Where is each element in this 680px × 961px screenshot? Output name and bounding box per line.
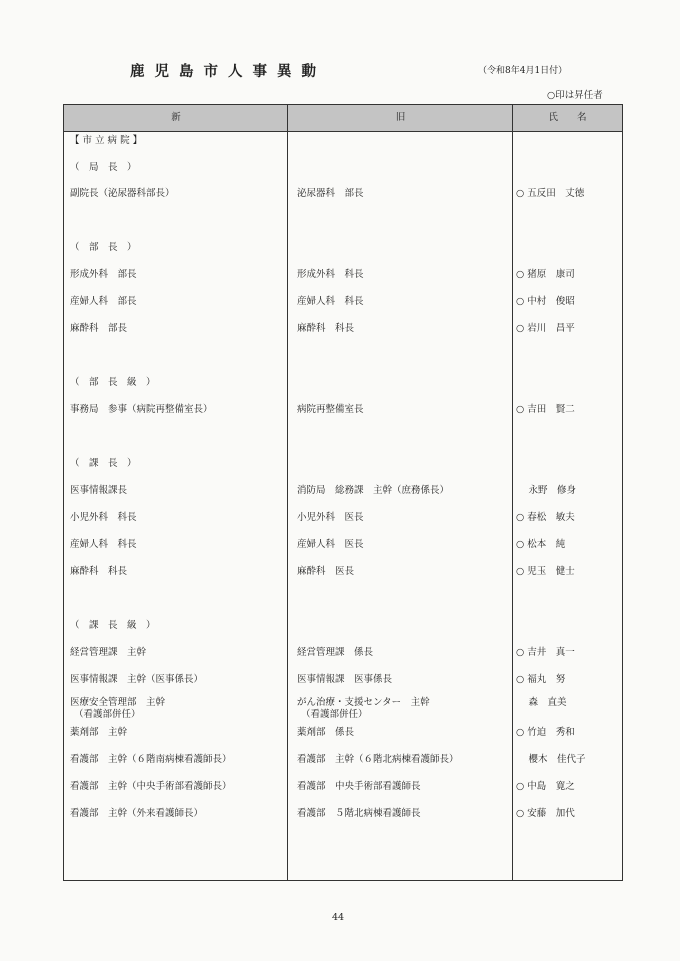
new-position-cell-text: （ 課 長 ） [70,458,137,469]
new-position-cell-text: 麻酔科 部長 [70,323,128,334]
new-position-cell-text: 産婦人科 部長 [70,296,137,307]
old-position-cell [297,727,354,739]
new-position-cell [70,485,127,497]
old-position-cell-text: 泌尿器科 部長 [297,188,364,199]
name-cell [516,808,575,820]
name-cell-text: ○ 中島 寛之 [516,781,575,792]
table-row [64,458,622,476]
new-position-cell-text: 小児外科 科長 [70,512,137,523]
new-position-cell [70,188,175,200]
name-cell-text: ○ 吉井 真一 [516,647,575,658]
name-cell-text: ○ 春松 敏夫 [516,512,575,523]
name-cell-text: ○ 吉田 賢二 [516,404,575,415]
name-cell-text: ○ 岩川 昌平 [516,323,575,334]
name-cell [516,269,575,281]
new-position-cell-text: 【 市 立 病 院 】 [70,135,143,146]
name-cell [516,323,575,335]
old-position-cell-text: 薬剤部 係長 [297,727,355,738]
name-cell [516,727,575,739]
table-row [64,242,622,260]
old-position-cell-text: 看護部 中央手術部看護師長 [297,781,421,792]
new-position-cell [70,512,137,524]
new-position-cell-text: 形成外科 部長 [70,269,137,280]
new-position-cell-text: 医療安全管理部 主幹 [70,697,166,708]
new-position-cell [70,566,127,578]
old-position-cell-text: がん治療・支援センター 主幹 [297,697,430,708]
table-row [64,674,622,692]
old-position-cell [297,781,421,793]
column-header-old: 旧 [395,112,406,123]
name-cell [516,188,584,200]
page-number: 44 [332,912,345,923]
new-position-cell [70,377,156,389]
table-row [64,539,622,557]
new-position-cell [70,620,156,632]
new-position-cell-text: 産婦人科 科長 [70,539,137,550]
old-position-cell-text: 小児外科 医長 [297,512,364,523]
new-position-cell-text: （ 課 長 級 ） [70,620,156,631]
name-cell-text: ○ 猪原 康司 [516,269,575,280]
new-position-cell [70,754,232,766]
new-position-cell-text: 医事情報課長 [70,485,128,496]
table-header [64,105,622,132]
new-position-cell [70,697,165,721]
new-position-cell [70,647,146,659]
name-cell [516,539,565,551]
name-cell [516,647,575,659]
old-position-cell [297,539,364,551]
table-row [64,754,622,772]
old-position-cell-text: 経営管理課 係長 [297,647,374,658]
personnel-table [63,104,623,881]
name-cell-text: ○ 福丸 努 [516,674,566,685]
old-position-cell [297,188,364,200]
old-position-cell-text: 消防局 総務課 主幹（庶務係長） [297,485,450,496]
table-row [64,781,622,799]
old-position-cell-text: 産婦人科 医長 [297,539,364,550]
old-position-cell [297,512,364,524]
old-position-cell [297,647,373,659]
column-header-new: 新 [171,112,181,123]
name-cell-text: ○ 児玉 健士 [516,566,575,577]
old-position-cell [297,485,449,497]
name-cell-text: 森 直美 [516,697,567,708]
new-position-cell [70,458,137,470]
new-position-cell [70,323,127,335]
old-position-cell [297,674,392,686]
name-cell-text: ○ 五反田 丈徳 [516,188,585,199]
old-position-cell-text: 病院再整備室長 [297,404,364,415]
new-position-cell-text: 看護部 主幹（６階南病棟看護師長） [70,754,232,765]
name-cell-text: ○ 中村 俊昭 [516,296,575,307]
old-position-cell-text: 医事情報課 医事係長 [297,674,393,685]
table-row [64,808,622,826]
new-position-cell-text: 経営管理課 主幹 [70,647,147,658]
new-position-cell-text: 麻酔科 科長 [70,566,128,577]
name-cell [516,781,575,793]
old-position-cell-text: 形成外科 科長 [297,269,364,280]
old-position-cell-text: 看護部 ５階北病棟看護師長 [297,808,421,819]
old-position-cell [297,808,421,820]
name-cell-text: 永野 修身 [516,485,577,496]
old-position-cell-text: 産婦人科 科長 [297,296,364,307]
name-cell [516,566,575,578]
old-position-cell [297,269,364,281]
new-position-cell [70,404,213,416]
old-position-cell [297,566,354,578]
new-position-cell-text: （ 局 長 ） [70,162,137,173]
page-title: 鹿児島市人事異動 [130,63,326,80]
new-position-cell-text: 事務局 参事（病院再整備室長） [70,404,213,415]
table-row [64,135,622,153]
old-position-cell-note: （看護部併任） [301,709,368,720]
effective-date: （令和8年4月1日付） [478,66,568,76]
new-position-cell-text: 看護部 主幹（中央手術部看護師長） [70,781,232,792]
old-position-cell [297,404,364,416]
name-cell [516,485,576,497]
old-position-cell [297,697,430,721]
old-position-cell [297,754,459,766]
column-header-name: 氏 名 [548,112,587,123]
promotion-note: ○印は昇任者 [547,90,603,101]
name-cell [516,754,586,766]
table-row [64,485,622,503]
new-position-cell-text: 副院長（泌尿器科部長） [70,188,175,199]
new-position-cell [70,539,137,551]
name-cell-text: 櫻木 佳代子 [516,754,586,765]
table-row [64,620,622,638]
name-cell [516,404,575,416]
new-position-cell [70,269,137,281]
old-position-cell [297,323,354,335]
new-position-cell-text: （ 部 長 級 ） [70,377,156,388]
table-row [64,188,622,206]
new-position-cell [70,781,232,793]
new-position-cell [70,135,142,147]
new-position-cell [70,808,203,820]
table-row [64,323,622,341]
new-position-cell-text: 医事情報課 主幹（医事係長） [70,674,204,685]
new-position-cell [70,162,137,174]
table-row [64,162,622,180]
name-cell [516,296,575,308]
table-row [64,404,622,422]
old-position-cell-text: 麻酔科 科長 [297,323,355,334]
table-row [64,296,622,314]
new-position-cell-note: （看護部併任） [74,709,141,720]
table-row [64,512,622,530]
table-row [64,697,622,720]
new-position-cell-text: （ 部 長 ） [70,242,137,253]
name-cell [516,674,565,686]
table-row [64,647,622,665]
old-position-cell-text: 麻酔科 医長 [297,566,355,577]
name-cell-text: ○ 松本 純 [516,539,566,550]
new-position-cell [70,727,127,739]
old-position-cell-text: 看護部 主幹（６階北病棟看護師長） [297,754,459,765]
new-position-cell [70,674,203,686]
name-cell-text: ○ 竹迫 秀和 [516,727,575,738]
table-row [64,377,622,395]
table-row [64,269,622,287]
old-position-cell [297,296,364,308]
name-cell [516,697,567,709]
table-row [64,566,622,584]
name-cell-text: ○ 安藤 加代 [516,808,575,819]
new-position-cell [70,296,137,308]
new-position-cell-text: 薬剤部 主幹 [70,727,128,738]
new-position-cell [70,242,137,254]
name-cell [516,512,575,524]
new-position-cell-text: 看護部 主幹（外来看護師長） [70,808,204,819]
table-row [64,727,622,745]
